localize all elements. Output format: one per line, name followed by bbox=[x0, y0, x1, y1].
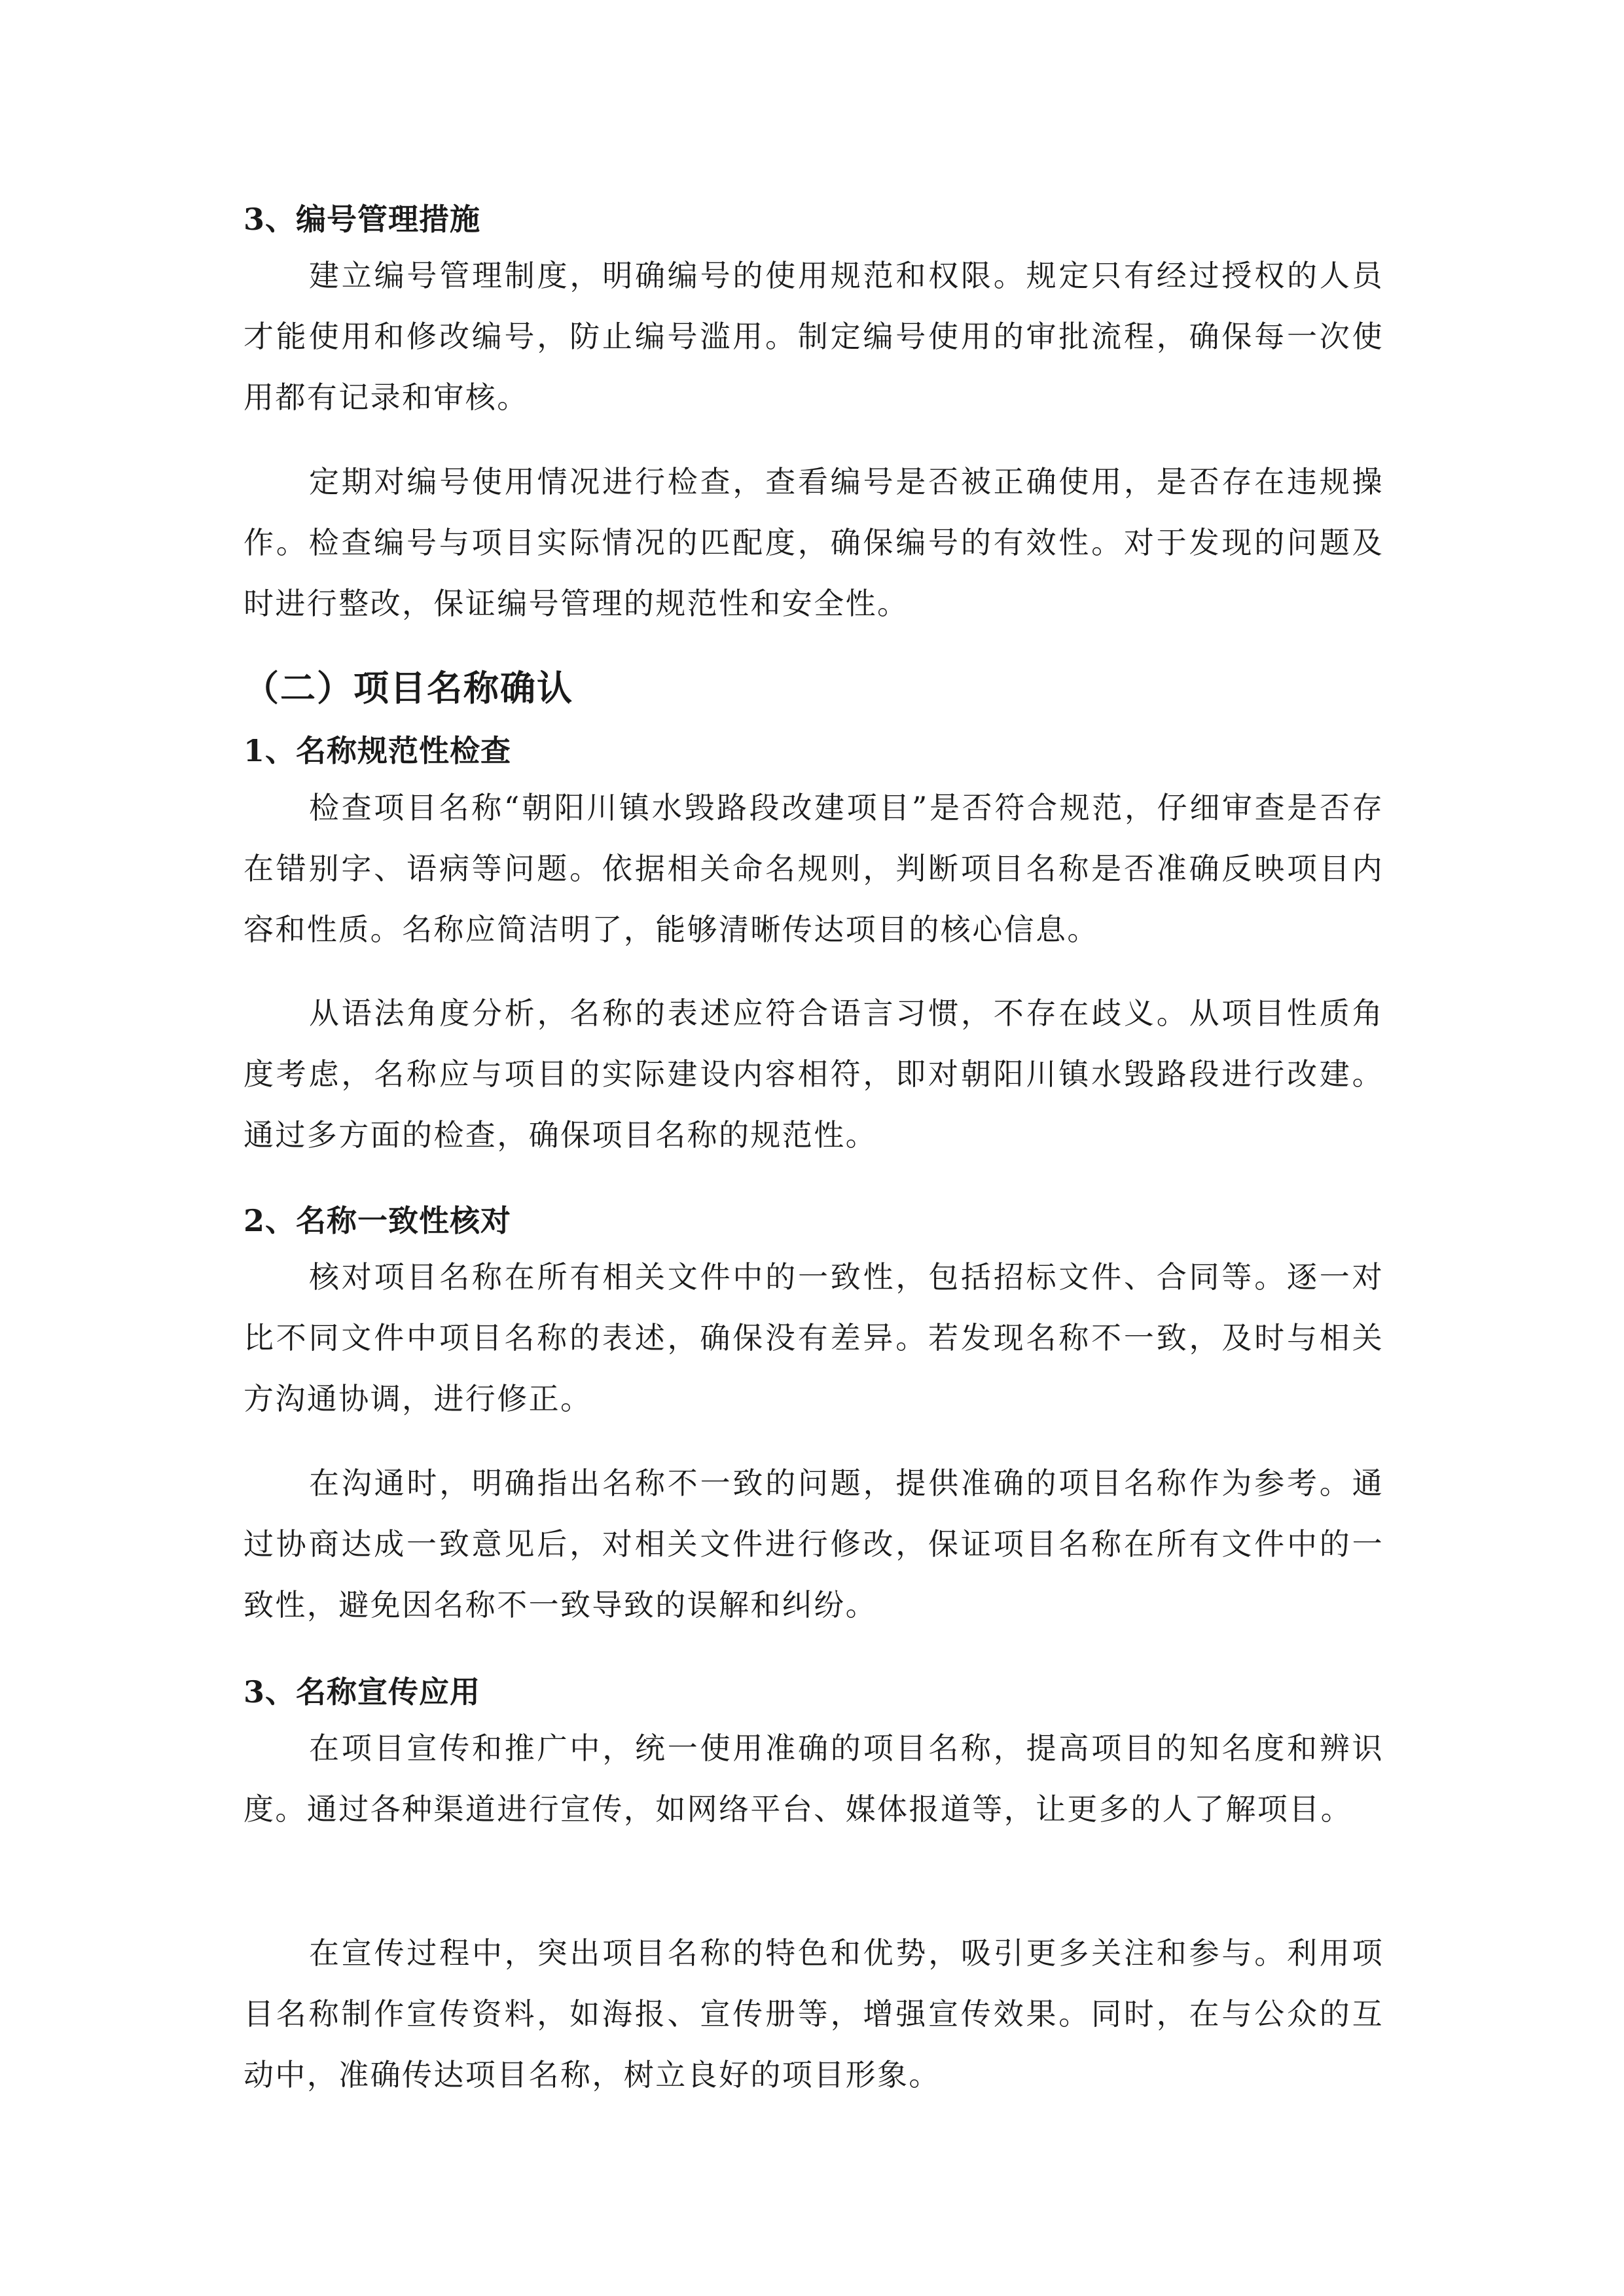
paragraph: 在项目宣传和推广中，统一使用准确的项目名称，提高项目的知名度和辨识度。通过各种渠道进行宣传，如网络平台、媒体报道等，让更多的人了解项目。 bbox=[244, 1731, 1384, 1827]
paragraph: 建立编号管理制度，明确编号的使用规范和权限。规定只有经过授权的人员才能使用和修改编号，防止编号滥用。制定编号使用的审批流程，确保每一次使用都有记录和审核。 bbox=[244, 258, 1384, 415]
section-heading-name-consistency-check: 2、名称一致性核对 bbox=[244, 1203, 512, 1238]
paragraph: 核对项目名称在所有相关文件中的一致性，包括招标文件、合同等。逐一对比不同文件中项目名称的表述，确保没有差异。若发现名称不一致，及时与相关方沟通协调，进行修正。 bbox=[244, 1259, 1384, 1416]
section-heading-name-promotion: 3、名称宣传应用 bbox=[244, 1674, 481, 1710]
paragraph: 从语法角度分析，名称的表述应符合语言习惯，不存在歧义。从项目性质角度考虑，名称应与项目的实际建设内容相符，即对朝阳川镇水毁路段进行改建。通过多方面的检查，确保项目名称的规范性。 bbox=[244, 996, 1384, 1153]
paragraph: 在宣传过程中，突出项目名称的特色和优势，吸引更多关注和参与。利用项目名称制作宣传资料，如海报、宣传册等，增强宣传效果。同时，在与公众的互动中，准确传达项目名称，树立良好的项目形象。 bbox=[244, 1935, 1384, 2092]
section-heading-numbering-management: 3、编号管理措施 bbox=[244, 202, 481, 237]
paragraph: 定期对编号使用情况进行检查，查看编号是否被正确使用，是否存在违规操作。检查编号与项目实际情况的匹配度，确保编号的有效性。对于发现的问题及时进行整改，保证编号管理的规范性和安全性。 bbox=[244, 464, 1384, 621]
chapter-heading-project-name-confirmation: （二）项目名称确认 bbox=[244, 667, 573, 709]
paragraph: 检查项目名称“朝阳川镇水毁路段改建项目”是否符合规范，仔细审查是否存在错别字、语病等问题。依据相关命名规则，判断项目名称是否准确反映项目内容和性质。名称应简洁明了，能够清晰传达项目的核心信息。 bbox=[244, 790, 1384, 947]
section-heading-name-standard-check: 1、名称规范性检查 bbox=[244, 733, 512, 768]
paragraph: 在沟通时，明确指出名称不一致的问题，提供准确的项目名称作为参考。通过协商达成一致意见后，对相关文件进行修改，保证项目名称在所有文件中的一致性，避免因名称不一致导致的误解和纠纷。 bbox=[244, 1465, 1384, 1623]
